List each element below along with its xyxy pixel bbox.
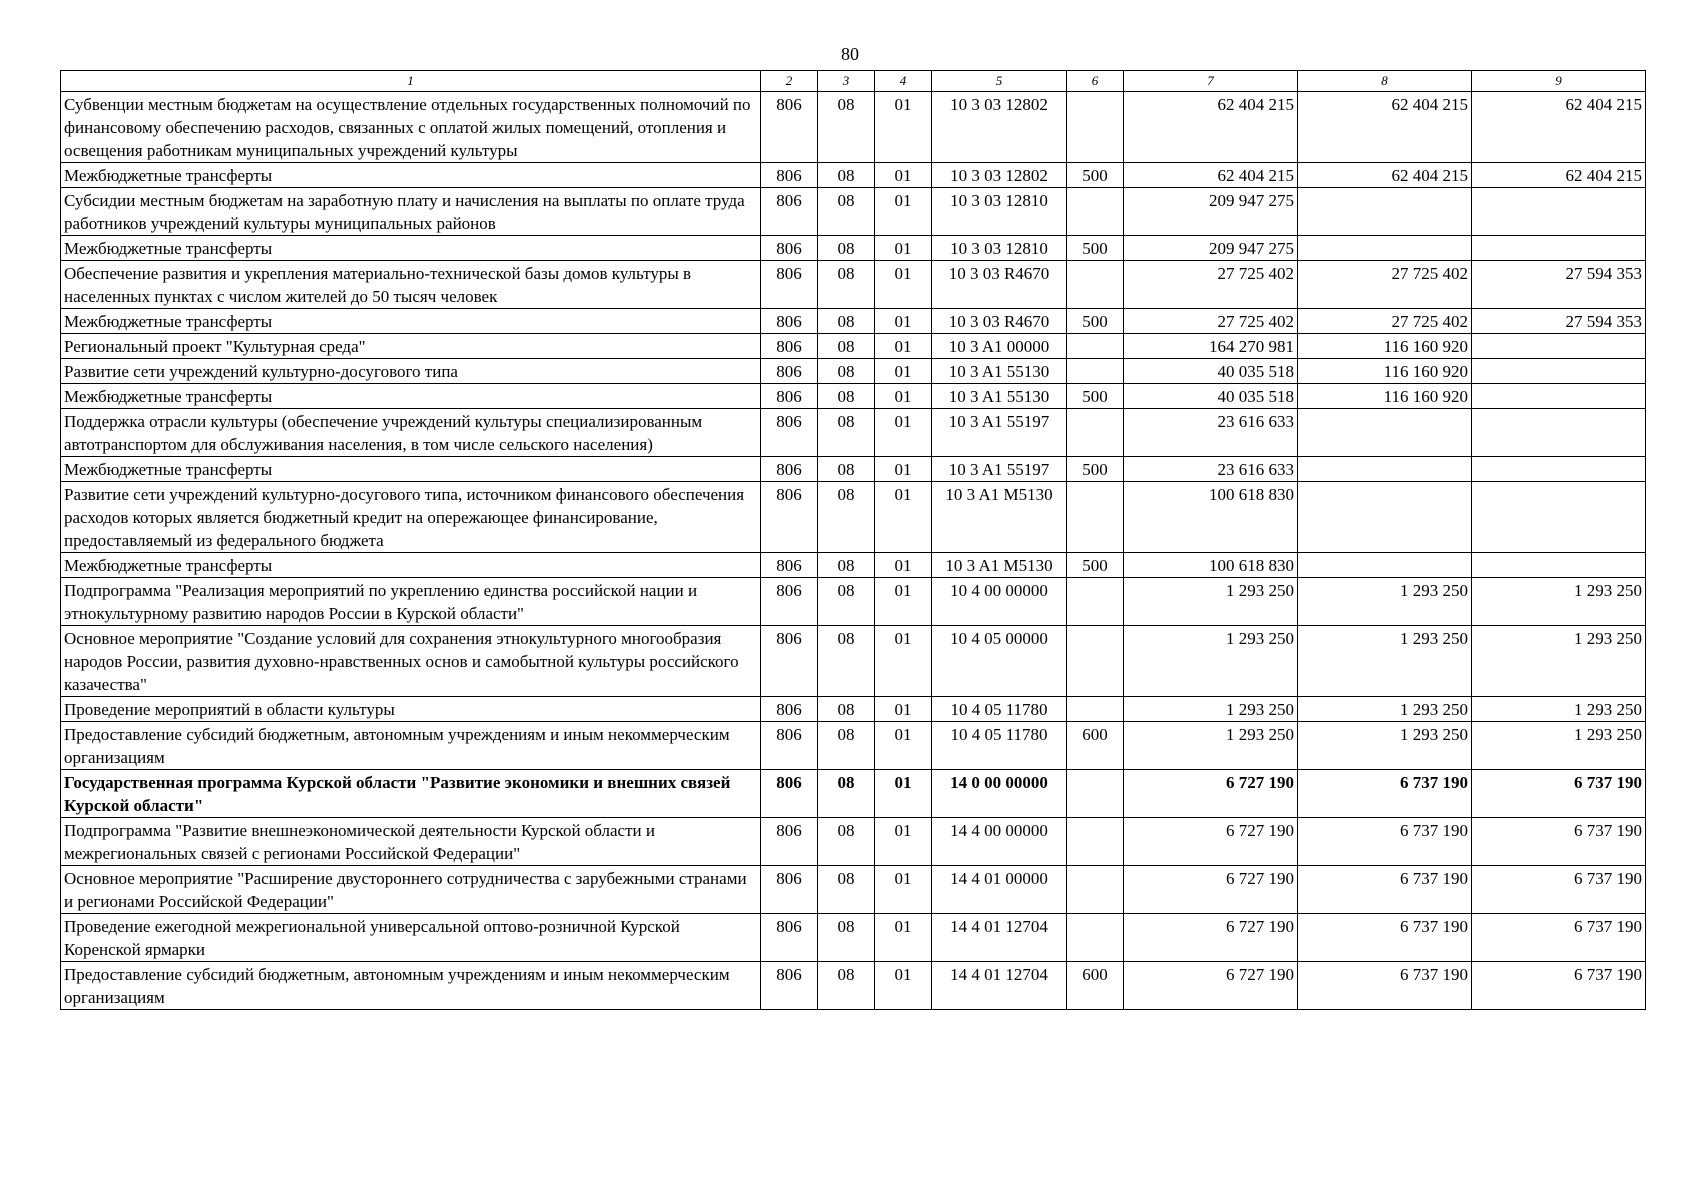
amount-cell-col8: 116 160 920	[1298, 384, 1472, 409]
target-article-cell: 14 4 01 12704	[932, 962, 1067, 1010]
admin-code-cell: 806	[761, 553, 818, 578]
section-code-cell: 08	[818, 188, 875, 236]
target-article-cell: 10 4 05 11780	[932, 722, 1067, 770]
admin-code-cell: 806	[761, 384, 818, 409]
expense-type-cell	[1067, 866, 1124, 914]
expense-type-cell	[1067, 334, 1124, 359]
row-name-cell: Межбюджетные трансферты	[61, 457, 761, 482]
target-article-cell: 10 3 A1 55197	[932, 457, 1067, 482]
amount-cell-col8	[1298, 409, 1472, 457]
section-code-cell: 08	[818, 482, 875, 553]
subsection-code-cell: 01	[875, 457, 932, 482]
amount-cell-col9	[1472, 409, 1646, 457]
target-article-cell: 10 3 A1 M5130	[932, 482, 1067, 553]
target-article-cell: 10 3 03 12810	[932, 236, 1067, 261]
table-row	[61, 261, 1646, 309]
section-code-cell: 08	[818, 914, 875, 962]
row-name-cell: Субвенции местным бюджетам на осуществление отдельных государственных полномочий по финансовому обеспечению расходов, связанных с оплатой жилых помещений, отопления и освещения работникам муниципальных учреждений культуры	[61, 92, 761, 163]
amount-cell-col8	[1298, 457, 1472, 482]
expense-type-cell	[1067, 188, 1124, 236]
amount-cell-col8: 1 293 250	[1298, 578, 1472, 626]
table-row	[61, 866, 1646, 914]
admin-code-cell: 806	[761, 578, 818, 626]
admin-code-cell: 806	[761, 770, 818, 818]
column-header: 2	[761, 71, 818, 92]
amount-cell-col7: 1 293 250	[1124, 626, 1298, 697]
amount-cell-col7: 27 725 402	[1124, 309, 1298, 334]
section-code-cell: 08	[818, 384, 875, 409]
row-name-cell: Субсидии местным бюджетам на заработную плату и начисления на выплаты по оплате труда работников учреждений культуры муниципальных районов	[61, 188, 761, 236]
column-header: 4	[875, 71, 932, 92]
row-name-cell: Межбюджетные трансферты	[61, 553, 761, 578]
amount-cell-col8: 6 737 190	[1298, 962, 1472, 1010]
amount-cell-col9: 1 293 250	[1472, 722, 1646, 770]
amount-cell-col7: 6 727 190	[1124, 914, 1298, 962]
amount-cell-col8: 27 725 402	[1298, 309, 1472, 334]
amount-cell-col7: 209 947 275	[1124, 236, 1298, 261]
amount-cell-col7: 23 616 633	[1124, 457, 1298, 482]
target-article-cell: 10 3 03 12810	[932, 188, 1067, 236]
admin-code-cell: 806	[761, 962, 818, 1010]
amount-cell-col9: 6 737 190	[1472, 866, 1646, 914]
section-code-cell: 08	[818, 92, 875, 163]
amount-cell-col8: 6 737 190	[1298, 866, 1472, 914]
section-code-cell: 08	[818, 553, 875, 578]
amount-cell-col9: 1 293 250	[1472, 626, 1646, 697]
row-name-cell: Развитие сети учреждений культурно-досугового типа, источником финансового обеспечения расходов которых является бюджетный кредит на опережающее финансирование, предоставляемый из федерального бюджета	[61, 482, 761, 553]
amount-cell-col9	[1472, 384, 1646, 409]
subsection-code-cell: 01	[875, 866, 932, 914]
amount-cell-col8	[1298, 553, 1472, 578]
admin-code-cell: 806	[761, 188, 818, 236]
amount-cell-col7: 100 618 830	[1124, 482, 1298, 553]
section-code-cell: 08	[818, 309, 875, 334]
table-row	[61, 962, 1646, 1010]
amount-cell-col9: 27 594 353	[1472, 309, 1646, 334]
amount-cell-col7: 6 727 190	[1124, 962, 1298, 1010]
row-name-cell: Основное мероприятие "Создание условий для сохранения этнокультурного многообразия народов России, развития духовно-нравственных основ и самобытной культуры российского казачества"	[61, 626, 761, 697]
admin-code-cell: 806	[761, 866, 818, 914]
subsection-code-cell: 01	[875, 626, 932, 697]
admin-code-cell: 806	[761, 309, 818, 334]
table-row	[61, 236, 1646, 261]
amount-cell-col7: 1 293 250	[1124, 578, 1298, 626]
section-code-cell: 08	[818, 261, 875, 309]
row-name-cell: Предоставление субсидий бюджетным, автономным учреждениям и иным некоммерческим организациям	[61, 962, 761, 1010]
table-row	[61, 914, 1646, 962]
target-article-cell: 10 3 A1 00000	[932, 334, 1067, 359]
amount-cell-col9	[1472, 359, 1646, 384]
expense-type-cell	[1067, 261, 1124, 309]
admin-code-cell: 806	[761, 626, 818, 697]
subsection-code-cell: 01	[875, 722, 932, 770]
row-name-cell: Основное мероприятие "Расширение двустороннего сотрудничества с зарубежными странами и регионами Российской Федерации"	[61, 866, 761, 914]
table-row	[61, 163, 1646, 188]
table-row	[61, 578, 1646, 626]
subsection-code-cell: 01	[875, 914, 932, 962]
amount-cell-col8: 6 737 190	[1298, 818, 1472, 866]
subsection-code-cell: 01	[875, 236, 932, 261]
admin-code-cell: 806	[761, 697, 818, 722]
expense-type-cell: 500	[1067, 553, 1124, 578]
section-code-cell: 08	[818, 334, 875, 359]
row-name-cell: Предоставление субсидий бюджетным, автономным учреждениям и иным некоммерческим организациям	[61, 722, 761, 770]
section-code-cell: 08	[818, 626, 875, 697]
admin-code-cell: 806	[761, 261, 818, 309]
row-name-cell: Обеспечение развития и укрепления материально-технической базы домов культуры в населенных пунктах с числом жителей до 50 тысяч человек	[61, 261, 761, 309]
amount-cell-col7: 6 727 190	[1124, 866, 1298, 914]
table-row	[61, 309, 1646, 334]
amount-cell-col8: 116 160 920	[1298, 334, 1472, 359]
amount-cell-col9: 6 737 190	[1472, 914, 1646, 962]
expense-type-cell: 500	[1067, 309, 1124, 334]
target-article-cell: 10 4 00 00000	[932, 578, 1067, 626]
row-name-cell: Межбюджетные трансферты	[61, 163, 761, 188]
subsection-code-cell: 01	[875, 334, 932, 359]
target-article-cell: 10 3 A1 M5130	[932, 553, 1067, 578]
amount-cell-col8: 6 737 190	[1298, 914, 1472, 962]
subsection-code-cell: 01	[875, 163, 932, 188]
subsection-code-cell: 01	[875, 92, 932, 163]
table-row	[61, 553, 1646, 578]
expense-type-cell	[1067, 914, 1124, 962]
target-article-cell: 10 3 03 12802	[932, 163, 1067, 188]
expense-type-cell: 500	[1067, 163, 1124, 188]
amount-cell-col7: 27 725 402	[1124, 261, 1298, 309]
amount-cell-col7: 62 404 215	[1124, 92, 1298, 163]
target-article-cell: 10 3 A1 55130	[932, 359, 1067, 384]
amount-cell-col8: 1 293 250	[1298, 626, 1472, 697]
subsection-code-cell: 01	[875, 818, 932, 866]
column-header: 8	[1298, 71, 1472, 92]
amount-cell-col7: 40 035 518	[1124, 384, 1298, 409]
target-article-cell: 10 4 05 11780	[932, 697, 1067, 722]
target-article-cell: 10 3 A1 55130	[932, 384, 1067, 409]
admin-code-cell: 806	[761, 722, 818, 770]
section-code-cell: 08	[818, 163, 875, 188]
subsection-code-cell: 01	[875, 553, 932, 578]
admin-code-cell: 806	[761, 457, 818, 482]
amount-cell-col8: 62 404 215	[1298, 163, 1472, 188]
amount-cell-col8: 116 160 920	[1298, 359, 1472, 384]
admin-code-cell: 806	[761, 409, 818, 457]
expense-type-cell: 600	[1067, 962, 1124, 1010]
subsection-code-cell: 01	[875, 482, 932, 553]
expense-type-cell	[1067, 359, 1124, 384]
section-code-cell: 08	[818, 409, 875, 457]
column-header: 1	[61, 71, 761, 92]
table-row	[61, 626, 1646, 697]
admin-code-cell: 806	[761, 818, 818, 866]
expense-type-cell	[1067, 770, 1124, 818]
expense-type-cell	[1067, 578, 1124, 626]
amount-cell-col8	[1298, 236, 1472, 261]
column-number-row	[61, 71, 1646, 92]
amount-cell-col9: 6 737 190	[1472, 770, 1646, 818]
target-article-cell: 10 3 03 12802	[932, 92, 1067, 163]
subsection-code-cell: 01	[875, 962, 932, 1010]
admin-code-cell: 806	[761, 482, 818, 553]
expense-type-cell: 500	[1067, 384, 1124, 409]
amount-cell-col8: 1 293 250	[1298, 722, 1472, 770]
amount-cell-col9: 1 293 250	[1472, 697, 1646, 722]
amount-cell-col9: 27 594 353	[1472, 261, 1646, 309]
section-code-cell: 08	[818, 457, 875, 482]
table-row	[61, 722, 1646, 770]
expense-type-cell: 500	[1067, 457, 1124, 482]
row-name-cell: Межбюджетные трансферты	[61, 236, 761, 261]
section-code-cell: 08	[818, 359, 875, 384]
target-article-cell: 10 3 03 R4670	[932, 309, 1067, 334]
amount-cell-col8	[1298, 482, 1472, 553]
amount-cell-col7: 1 293 250	[1124, 697, 1298, 722]
expense-type-cell	[1067, 92, 1124, 163]
target-article-cell: 14 4 00 00000	[932, 818, 1067, 866]
table-row	[61, 92, 1646, 163]
subsection-code-cell: 01	[875, 697, 932, 722]
amount-cell-col7: 164 270 981	[1124, 334, 1298, 359]
table-row	[61, 188, 1646, 236]
amount-cell-col9: 62 404 215	[1472, 163, 1646, 188]
amount-cell-col7: 6 727 190	[1124, 818, 1298, 866]
amount-cell-col9: 6 737 190	[1472, 962, 1646, 1010]
amount-cell-col8	[1298, 188, 1472, 236]
amount-cell-col7: 23 616 633	[1124, 409, 1298, 457]
subsection-code-cell: 01	[875, 409, 932, 457]
column-header: 5	[932, 71, 1067, 92]
row-name-cell: Подпрограмма "Реализация мероприятий по укреплению единства российской нации и этнокультурному развитию народов России в Курской области"	[61, 578, 761, 626]
row-name-cell: Развитие сети учреждений культурно-досугового типа	[61, 359, 761, 384]
amount-cell-col8: 62 404 215	[1298, 92, 1472, 163]
amount-cell-col9	[1472, 553, 1646, 578]
row-name-cell: Государственная программа Курской области "Развитие экономики и внешних связей Курской области"	[61, 770, 761, 818]
target-article-cell: 14 4 01 12704	[932, 914, 1067, 962]
expense-type-cell: 600	[1067, 722, 1124, 770]
table-row	[61, 770, 1646, 818]
row-name-cell: Поддержка отрасли культуры (обеспечение учреждений культуры специализированным автотранспортом для обслуживания населения, в том числе сельского населения)	[61, 409, 761, 457]
expense-type-cell	[1067, 697, 1124, 722]
target-article-cell: 14 4 01 00000	[932, 866, 1067, 914]
amount-cell-col9	[1472, 457, 1646, 482]
row-name-cell: Региональный проект "Культурная среда"	[61, 334, 761, 359]
section-code-cell: 08	[818, 236, 875, 261]
amount-cell-col8: 6 737 190	[1298, 770, 1472, 818]
column-header: 3	[818, 71, 875, 92]
section-code-cell: 08	[818, 697, 875, 722]
amount-cell-col8: 27 725 402	[1298, 261, 1472, 309]
section-code-cell: 08	[818, 722, 875, 770]
table-row	[61, 818, 1646, 866]
amount-cell-col7: 6 727 190	[1124, 770, 1298, 818]
column-header: 6	[1067, 71, 1124, 92]
subsection-code-cell: 01	[875, 261, 932, 309]
expense-type-cell	[1067, 818, 1124, 866]
subsection-code-cell: 01	[875, 359, 932, 384]
amount-cell-col9: 1 293 250	[1472, 578, 1646, 626]
amount-cell-col7: 62 404 215	[1124, 163, 1298, 188]
column-header: 7	[1124, 71, 1298, 92]
row-name-cell: Межбюджетные трансферты	[61, 309, 761, 334]
table-body	[61, 92, 1646, 1010]
amount-cell-col9	[1472, 188, 1646, 236]
section-code-cell: 08	[818, 866, 875, 914]
section-code-cell: 08	[818, 818, 875, 866]
page-number: 80	[841, 44, 859, 64]
table-row	[61, 409, 1646, 457]
amount-cell-col8: 1 293 250	[1298, 697, 1472, 722]
expense-type-cell: 500	[1067, 236, 1124, 261]
table-row	[61, 482, 1646, 553]
section-code-cell: 08	[818, 962, 875, 1010]
target-article-cell: 10 4 05 00000	[932, 626, 1067, 697]
amount-cell-col7: 40 035 518	[1124, 359, 1298, 384]
row-name-cell: Проведение ежегодной межрегиональной универсальной оптово-розничной Курской Коренской ярмарки	[61, 914, 761, 962]
row-name-cell: Межбюджетные трансферты	[61, 384, 761, 409]
column-header: 9	[1472, 71, 1646, 92]
amount-cell-col9	[1472, 236, 1646, 261]
amount-cell-col7: 100 618 830	[1124, 553, 1298, 578]
subsection-code-cell: 01	[875, 188, 932, 236]
table-row	[61, 359, 1646, 384]
amount-cell-col9: 62 404 215	[1472, 92, 1646, 163]
amount-cell-col9: 6 737 190	[1472, 818, 1646, 866]
admin-code-cell: 806	[761, 359, 818, 384]
admin-code-cell: 806	[761, 334, 818, 359]
table-row	[61, 457, 1646, 482]
expense-type-cell	[1067, 409, 1124, 457]
amount-cell-col9	[1472, 482, 1646, 553]
target-article-cell: 10 3 03 R4670	[932, 261, 1067, 309]
target-article-cell: 10 3 A1 55197	[932, 409, 1067, 457]
admin-code-cell: 806	[761, 914, 818, 962]
budget-table	[60, 70, 1646, 1010]
table-row	[61, 384, 1646, 409]
table-row	[61, 334, 1646, 359]
row-name-cell: Подпрограмма "Развитие внешнеэкономической деятельности Курской области и межрегиональных связей с регионами Российской Федерации"	[61, 818, 761, 866]
target-article-cell: 14 0 00 00000	[932, 770, 1067, 818]
subsection-code-cell: 01	[875, 578, 932, 626]
section-code-cell: 08	[818, 770, 875, 818]
subsection-code-cell: 01	[875, 384, 932, 409]
subsection-code-cell: 01	[875, 309, 932, 334]
amount-cell-col7: 1 293 250	[1124, 722, 1298, 770]
admin-code-cell: 806	[761, 92, 818, 163]
expense-type-cell	[1067, 626, 1124, 697]
amount-cell-col7: 209 947 275	[1124, 188, 1298, 236]
expense-type-cell	[1067, 482, 1124, 553]
subsection-code-cell: 01	[875, 770, 932, 818]
row-name-cell: Проведение мероприятий в области культуры	[61, 697, 761, 722]
section-code-cell: 08	[818, 578, 875, 626]
amount-cell-col9	[1472, 334, 1646, 359]
admin-code-cell: 806	[761, 163, 818, 188]
table-row	[61, 697, 1646, 722]
admin-code-cell: 806	[761, 236, 818, 261]
